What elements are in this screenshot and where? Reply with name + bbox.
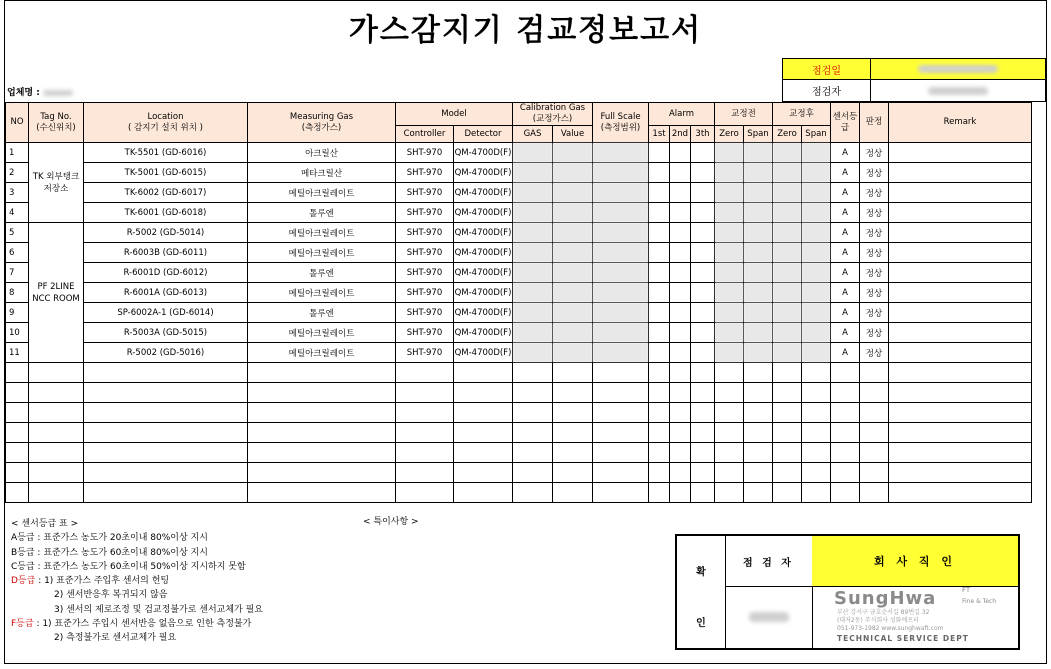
row-grade: A [831,283,860,303]
inspector-signature [725,586,813,648]
table-row [6,143,1032,163]
row-redacted-cell [553,283,593,303]
row-alarm-cell [670,303,691,323]
row-remark [889,303,1032,323]
row-controller: SHT-970 [396,203,454,223]
row-redacted-cal [802,183,831,203]
row-detector: QM-4700D(F) [454,323,513,343]
company-label: 업체명 : [7,88,40,98]
row-alarm-cell [649,223,670,243]
row-redacted-cell [513,243,553,263]
col-before-span: Span [744,126,773,143]
row-gas: 아크릴산 [248,143,396,163]
row-redacted-cal [715,143,744,163]
row-judge: 정상 [860,323,889,343]
row-redacted-cal [773,183,802,203]
row-alarm-cell [691,283,715,303]
company-seal [812,586,1018,648]
inspect-date-value [870,58,1046,80]
empty-row [6,483,1032,503]
row-grade: A [831,183,860,203]
sign-box [675,534,1020,650]
grade-f-note: F등급 : 1) 표준가스 주입시 센서반응 없음으로 인한 측정불가 [11,619,252,630]
confirm-cell: 확 인 [677,536,726,648]
row-alarm-cell [670,243,691,263]
table-row [6,203,1032,223]
row-redacted-cal [715,243,744,263]
row-redacted-cal [744,323,773,343]
row-redacted-cell [553,243,593,263]
row-alarm-cell [691,243,715,263]
table-body [6,143,1032,503]
row-redacted-cal [773,203,802,223]
row-judge: 정상 [860,223,889,243]
row-redacted-cal [744,303,773,323]
row-redacted-cal [773,323,802,343]
grade-f-note-2: 2) 측정불가로 센서교체가 필요 [54,633,177,644]
grade-c-note: C등급 : 표준가스 농도가 60초이내 50%이상 지시하지 못함 [11,561,246,572]
row-alarm-cell [670,223,691,243]
inspector-sign-header: 점 검 자 [725,536,813,587]
col-gas: Measuring Gas (측정가스) [248,103,396,143]
row-no: 4 [6,203,29,223]
row-redacted-cell [513,143,553,163]
row-alarm-cell [649,323,670,343]
row-redacted-cal [715,343,744,363]
row-grade: A [831,343,860,363]
row-no: 5 [6,223,29,243]
inspector-label: 점검자 [782,79,871,102]
row-judge: 정상 [860,143,889,163]
row-redacted-cell [513,163,553,183]
row-redacted-cal [715,263,744,283]
row-redacted-cal [802,243,831,263]
row-redacted-cell [593,263,649,283]
row-redacted-cal [802,203,831,223]
row-redacted-cal [773,343,802,363]
row-grade: A [831,163,860,183]
row-remark [889,263,1032,283]
grade-d-note: D등급 : 1) 표준가스 주입후 센서의 헌팅 [11,576,170,587]
row-redacted-cell [553,183,593,203]
empty-row [6,363,1032,383]
grade-d-note-2: 2) 센서반응후 복귀되지 않음 [54,590,168,601]
row-redacted-cell [593,243,649,263]
row-alarm-cell [691,263,715,283]
row-judge: 정상 [860,163,889,183]
row-redacted-cal [773,303,802,323]
row-grade: A [831,143,860,163]
row-detector: QM-4700D(F) [454,343,513,363]
row-redacted-cell [553,343,593,363]
row-grade: A [831,323,860,343]
row-redacted-cell [513,223,553,243]
row-redacted-cal [744,143,773,163]
row-redacted-cal [802,163,831,183]
row-remark [889,163,1032,183]
row-location: TK-6001 (GD-6018) [84,203,248,223]
empty-row [6,403,1032,423]
row-redacted-cal [744,183,773,203]
row-remark [889,343,1032,363]
col-after-span: Span [802,126,831,143]
row-controller: SHT-970 [396,323,454,343]
row-alarm-cell [649,303,670,323]
row-redacted-cell [553,263,593,283]
table-row [6,223,1032,243]
row-redacted-cell [513,263,553,283]
row-redacted-cal [773,223,802,243]
col-remark: Remark [889,103,1032,143]
row-location: R-5002 (GD-5014) [84,223,248,243]
row-redacted-cell [593,323,649,343]
row-alarm-cell [649,343,670,363]
table-row [6,343,1032,363]
row-controller: SHT-970 [396,303,454,323]
col-cal-gas-value: Value [553,126,593,143]
row-redacted-cell [513,283,553,303]
sensor-grade-notes [11,517,263,646]
row-redacted-cal [773,143,802,163]
col-after-cal: 교정후 [773,103,831,126]
row-detector: QM-4700D(F) [454,303,513,323]
row-controller: SHT-970 [396,223,454,243]
row-redacted-cal [715,203,744,223]
col-judgement: 판정 [860,103,889,143]
row-no: 11 [6,343,29,363]
row-gas: 톨루엔 [248,303,396,323]
col-after-zero: Zero [773,126,802,143]
row-alarm-cell [691,343,715,363]
row-redacted-cal [715,183,744,203]
company-dept: TECHNICAL SERVICE DEPT [837,634,969,643]
table-row [6,183,1032,203]
row-controller: SHT-970 [396,263,454,283]
row-grade: A [831,243,860,263]
table-row [6,303,1032,323]
empty-row [6,443,1032,463]
row-controller: SHT-970 [396,283,454,303]
row-redacted-cal [715,163,744,183]
row-judge: 정상 [860,283,889,303]
row-location: TK-6002 (GD-6017) [84,183,248,203]
row-alarm-cell [691,143,715,163]
row-no: 3 [6,183,29,203]
row-redacted-cal [773,243,802,263]
row-redacted-cal [744,243,773,263]
company-logo-sub: Fine & Tech [962,598,997,605]
row-alarm-cell [670,263,691,283]
row-redacted-cal [715,303,744,323]
company-name [7,85,73,98]
row-redacted-cal [802,223,831,243]
row-redacted-cell [513,303,553,323]
row-judge: 정상 [860,343,889,363]
row-redacted-cell [593,143,649,163]
row-detector: QM-4700D(F) [454,243,513,263]
row-redacted-cell [593,203,649,223]
row-gas: 톨루엔 [248,263,396,283]
row-redacted-cell [593,183,649,203]
col-alarm-3th: 3th [691,126,715,143]
row-redacted-cal [802,263,831,283]
row-gas: 메틸아크릴레이트 [248,183,396,203]
row-alarm-cell [649,243,670,263]
row-gas: 메틸아크릴레이트 [248,343,396,363]
report-title: 가스감지기 검교정보고서 [348,13,703,48]
row-location: R-6003B (GD-6011) [84,243,248,263]
col-sensor-grade: 센서등급 [831,103,860,143]
row-detector: QM-4700D(F) [454,163,513,183]
row-alarm-cell [691,223,715,243]
row-redacted-cell [553,303,593,323]
row-alarm-cell [691,203,715,223]
row-redacted-cell [553,203,593,223]
grade-a-note: A등급 : 표준가스 농도가 20초이내 80%이상 지시 [11,533,208,544]
empty-row [6,383,1032,403]
row-redacted-cell [513,183,553,203]
table-row [6,323,1032,343]
notes-title: < 센서등급 표 > [11,519,79,529]
company-seal-header: 회 사 직 인 [812,536,1018,587]
table-row [6,243,1032,263]
row-redacted-cell [593,283,649,303]
row-detector: QM-4700D(F) [454,263,513,283]
row-alarm-cell [649,163,670,183]
row-detector: QM-4700D(F) [454,203,513,223]
row-redacted-cell [553,163,593,183]
col-before-cal: 교정전 [715,103,773,126]
company-address: 부산 강서구 금호순서길 89번길 32 (대저2동) 주식회사 성화에프티 051-973-1982 www.sunghwaft.com [837,609,944,632]
row-detector: QM-4700D(F) [454,143,513,163]
row-controller: SHT-970 [396,243,454,263]
row-gas: 메틸아크릴레이트 [248,223,396,243]
table-row [6,163,1032,183]
row-redacted-cal [802,283,831,303]
grade-b-note: B등급 : 표준가스 농도가 60초이내 80%이상 지시 [11,547,208,558]
row-redacted-cell [553,223,593,243]
table-row [6,283,1032,303]
row-alarm-cell [649,143,670,163]
row-redacted-cal [744,283,773,303]
row-redacted-cell [513,343,553,363]
col-alarm: Alarm [649,103,715,126]
row-judge: 정상 [860,183,889,203]
row-redacted-cal [715,223,744,243]
col-cal-gas-gas: GAS [513,126,553,143]
inspector-value [870,79,1046,102]
row-location: R-6001A (GD-6013) [84,283,248,303]
row-gas: 메틸아크릴레이트 [248,243,396,263]
company-logo: SungHwa [834,588,937,609]
row-alarm-cell [670,283,691,303]
row-grade: A [831,263,860,283]
row-detector: QM-4700D(F) [454,183,513,203]
row-redacted-cell [553,323,593,343]
row-gas: 메타크릴산 [248,163,396,183]
row-redacted-cell [553,143,593,163]
row-redacted-cal [773,283,802,303]
row-grade: A [831,303,860,323]
company-logo-ft: FT [962,586,971,594]
col-alarm-1st: 1st [649,126,670,143]
row-grade: A [831,203,860,223]
row-detector: QM-4700D(F) [454,283,513,303]
row-alarm-cell [649,283,670,303]
row-alarm-cell [670,323,691,343]
row-redacted-cal [802,323,831,343]
row-redacted-cal [744,263,773,283]
row-no: 7 [6,263,29,283]
row-no: 1 [6,143,29,163]
row-redacted-cell [593,343,649,363]
row-redacted-cal [802,343,831,363]
col-full-scale: Full Scale (측정범위) [593,103,649,143]
row-redacted-cal [744,203,773,223]
row-redacted-cal [802,303,831,323]
col-model: Model [396,103,513,126]
row-location: R-5003A (GD-5015) [84,323,248,343]
col-tag-no: Tag No. (수신위치) [29,103,84,143]
row-controller: SHT-970 [396,343,454,363]
row-detector: QM-4700D(F) [454,223,513,243]
company-value [43,90,73,96]
row-location: R-5002 (GD-5016) [84,343,248,363]
row-redacted-cell [593,223,649,243]
row-redacted-cal [715,283,744,303]
row-redacted-cal [802,143,831,163]
row-redacted-cal [773,263,802,283]
row-remark [889,223,1032,243]
special-notes-title: < 특이사항 > [363,517,419,527]
row-redacted-cell [513,323,553,343]
row-redacted-cal [744,343,773,363]
calibration-table [5,102,1032,503]
row-remark [889,323,1032,343]
empty-row [6,463,1032,483]
row-gas: 메틸아크릴레이트 [248,283,396,303]
row-alarm-cell [670,203,691,223]
row-alarm-cell [691,163,715,183]
row-alarm-cell [649,263,670,283]
table-row [6,263,1032,283]
row-gas: 메틸아크릴레이트 [248,323,396,343]
row-location: SP-6002A-1 (GD-6014) [84,303,248,323]
col-no: NO [6,103,29,143]
row-controller: SHT-970 [396,183,454,203]
row-no: 9 [6,303,29,323]
row-no: 6 [6,243,29,263]
row-remark [889,183,1032,203]
col-cal-gas: Calibration Gas (교정가스) [513,103,593,126]
row-redacted-cal [744,163,773,183]
report-page [4,0,1047,664]
row-location: R-6001D (GD-6012) [84,263,248,283]
row-alarm-cell [691,183,715,203]
row-judge: 정상 [860,203,889,223]
row-location: TK-5501 (GD-6016) [84,143,248,163]
row-alarm-cell [649,203,670,223]
row-alarm-cell [691,303,715,323]
col-controller: Controller [396,126,454,143]
row-alarm-cell [670,143,691,163]
row-location: TK-5001 (GD-6015) [84,163,248,183]
grade-d-note-3: 3) 센서의 제로조정 및 검교정불가로 센서교체가 필요 [54,604,263,615]
row-redacted-cal [744,223,773,243]
row-judge: 정상 [860,263,889,283]
row-judge: 정상 [860,303,889,323]
row-redacted-cal [773,163,802,183]
row-alarm-cell [670,183,691,203]
row-judge: 정상 [860,243,889,263]
row-alarm-cell [670,343,691,363]
row-remark [889,283,1032,303]
row-controller: SHT-970 [396,143,454,163]
col-location: Location ( 감지기 설치 위치 ) [84,103,248,143]
row-alarm-cell [649,183,670,203]
inspect-date-label: 점검일 [782,58,871,80]
empty-row [6,423,1032,443]
col-alarm-2nd: 2nd [670,126,691,143]
row-no: 2 [6,163,29,183]
row-remark [889,143,1032,163]
row-no: 10 [6,323,29,343]
row-remark [889,203,1032,223]
col-detector: Detector [454,126,513,143]
row-redacted-cell [593,303,649,323]
row-no: 8 [6,283,29,303]
row-controller: SHT-970 [396,163,454,183]
row-redacted-cell [513,203,553,223]
col-before-zero: Zero [715,126,744,143]
row-redacted-cell [593,163,649,183]
row-grade: A [831,223,860,243]
tag-group-pf: PF 2LINE NCC ROOM [29,223,84,363]
row-gas: 톨루엔 [248,203,396,223]
row-alarm-cell [691,323,715,343]
row-remark [889,243,1032,263]
row-alarm-cell [670,163,691,183]
row-redacted-cal [715,323,744,343]
tag-group-tk: TK 외부탱크 저장소 [29,143,84,223]
